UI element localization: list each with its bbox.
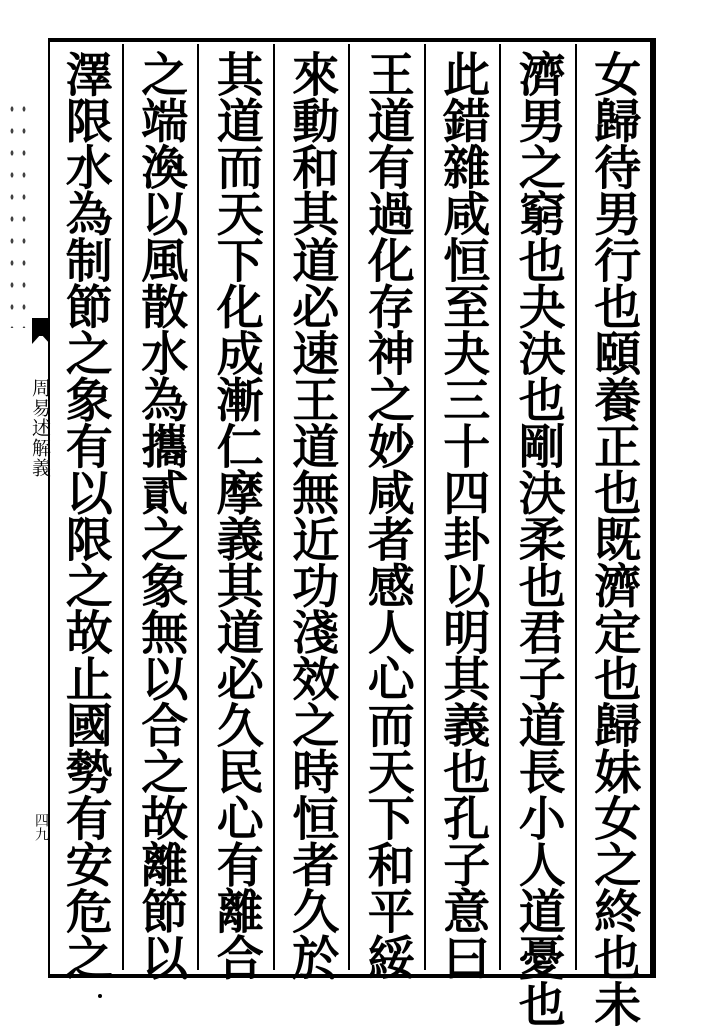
text-column-5 <box>273 44 349 980</box>
page-margin-strip <box>0 38 51 978</box>
text-column-2 <box>499 44 575 1027</box>
text-column-7 <box>122 44 198 980</box>
page-number: 四九 <box>33 813 49 841</box>
column-text: 之端渙以風散水為攜貳之象無以合之故離節以 <box>133 50 189 980</box>
column-text: 王道有過化存神之妙咸者感人心而天下和平綏 <box>359 50 415 980</box>
text-column-1 <box>575 44 651 1027</box>
column-text: 此錯雜咸恒至夬三十四卦以明其義也孔子意曰 <box>435 50 491 980</box>
margin-decoration <box>6 98 30 328</box>
book-title: 周易述解義 <box>29 378 51 478</box>
text-column-6 <box>197 44 273 980</box>
text-columns <box>48 44 650 1027</box>
column-text: 來動和其道必速王道無近功淺效之時恒者久於 <box>284 50 340 980</box>
column-text: 澤限水為制節之象有以限之故止國勢有安危之 <box>57 50 113 980</box>
text-column-4 <box>348 44 424 980</box>
column-text: 濟男之窮也夬決也剛決柔也君子道長小人道憂也 <box>510 50 566 1027</box>
column-text: 其道而天下化成漸仁摩義其道必久民心有離合 <box>208 50 264 980</box>
ink-speck <box>98 994 102 998</box>
text-column-8 <box>48 44 122 980</box>
text-column-3 <box>424 44 500 980</box>
column-text: 女歸待男行也頤養正也既濟定也歸妹女之終也未 <box>586 50 642 1027</box>
